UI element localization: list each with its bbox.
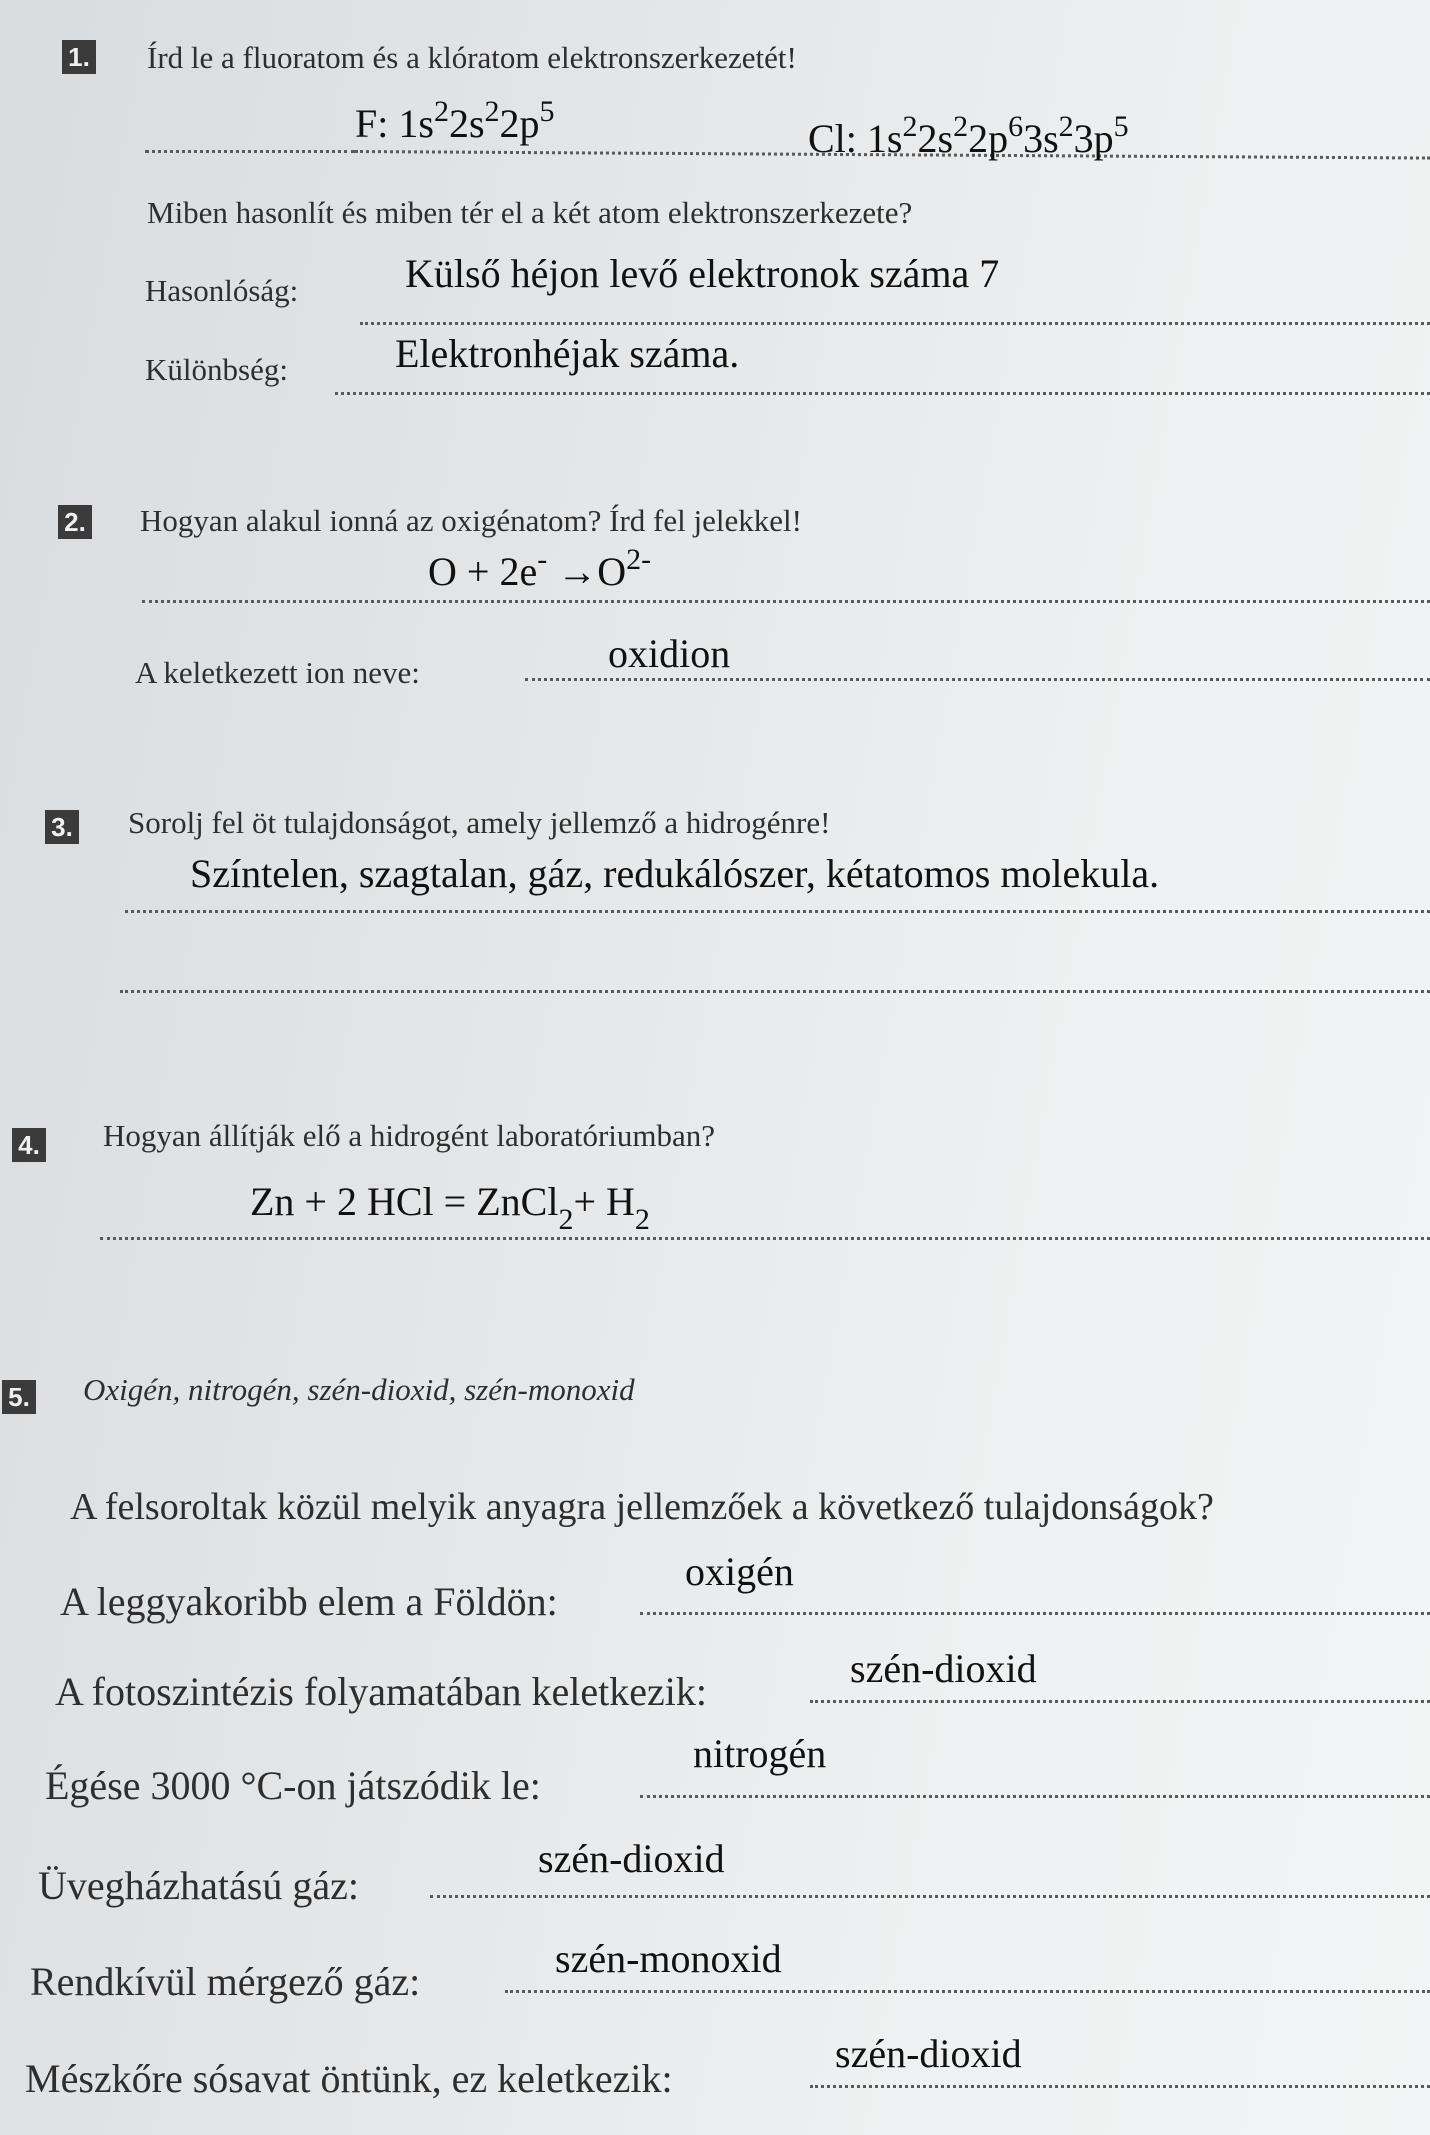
q5-item-label: Rendkívül mérgező gáz: — [30, 1959, 421, 2004]
q5-item-answer[interactable]: oxigén — [685, 1549, 794, 1594]
similarity-answer-line — [360, 322, 1430, 325]
q5-item-answer-line — [640, 1795, 1430, 1798]
similarity-answer[interactable]: Külső héjon levő elektronok száma 7 — [405, 251, 1000, 296]
h2-subscript: 2 — [634, 1203, 650, 1236]
fluorine-config-answer[interactable] — [355, 95, 555, 147]
question-2-text: Hogyan alakul ionná az oxigénatom? Írd fel jelekkel! — [140, 503, 802, 538]
q5-item-answer[interactable]: szén-dioxid — [835, 2031, 1022, 2076]
equation-answer-line — [142, 600, 1430, 603]
question-5-number: 5. — [2, 1380, 36, 1414]
q5-item-answer[interactable]: szén-dioxid — [538, 1836, 725, 1881]
hydrogen-lab-equation[interactable]: Zn + 2 HCl = ZnCl$_2$+ $H_2$ — [250, 1179, 650, 1236]
chlorine-prefix: Cl: — [808, 116, 867, 161]
electron-charge: - — [537, 543, 548, 576]
hydrogen-answer-line-2 — [120, 990, 1430, 993]
difference-label: Különbség: — [145, 352, 288, 387]
difference-answer[interactable]: Elektronhéjak száma. — [395, 331, 740, 376]
hydrogen-answer-line-1 — [125, 910, 1430, 913]
q5-item-answer[interactable]: szén-monoxid — [555, 1936, 782, 1981]
question-2-number: 2. — [58, 505, 92, 539]
q5-item-answer-line — [430, 1895, 1430, 1898]
chlorine-config-term: $2p^6$ — [968, 110, 1024, 161]
chlorine-config-term: $3p^5$ — [1073, 110, 1129, 161]
chlorine-config-term: $3s^2$ — [1023, 110, 1074, 161]
ion-name-label: A keletkezett ion neve: — [135, 655, 420, 690]
oxide-ion-equation[interactable]: $O + 2e^- \to O^{2-}$ — [428, 543, 652, 594]
q5-item-label: A leggyakoribb elem a Földön: — [60, 1579, 558, 1624]
question-1-sub-question: Miben hasonlít és miben tér el a két atom elektronszerkezete? — [147, 195, 913, 230]
q5-item-answer-line — [640, 1612, 1430, 1615]
chlorine-config-term: $1s^2$ — [866, 110, 918, 161]
q5-item-label: Égése 3000 °C-on játszódik le: — [45, 1763, 541, 1808]
question-1-text: Írd le a fluoratom és a klóratom elektronszerkezetét! — [147, 40, 797, 75]
fluorine-config-term: $2s^2$ — [448, 95, 500, 146]
question-3-text: Sorolj fel öt tulajdonságot, amely jellemző a hidrogénre! — [128, 805, 831, 840]
ion-charge: 2- — [626, 543, 652, 576]
answer-line-f-prefix — [145, 150, 355, 153]
ion-name-answer[interactable]: oxidion — [608, 631, 731, 676]
question-4-number: 4. — [12, 1128, 46, 1162]
q5-item-answer[interactable]: nitrogén — [693, 1731, 827, 1776]
question-1-number: 1. — [62, 40, 96, 74]
lab-equation-answer-line — [100, 1237, 1430, 1240]
q5-item-answer-line — [810, 2085, 1430, 2088]
fluorine-config-term: $2p^5$ — [499, 95, 555, 146]
q5-item-answer-line — [810, 1700, 1430, 1703]
chlorine-config-answer[interactable] — [808, 110, 1129, 162]
q5-item-label: Üvegházhatású gáz: — [38, 1863, 359, 1908]
q5-item-answer-line — [505, 1990, 1430, 1993]
q5-item-label: A fotoszintézis folyamatában keletkezik: — [55, 1669, 707, 1714]
q5-item-answer[interactable]: szén-dioxid — [850, 1646, 1037, 1691]
difference-answer-line — [335, 392, 1430, 395]
question-4-text: Hogyan állítják elő a hidrogént laboratóriumban? — [103, 1118, 716, 1153]
zncl2-subscript: 2 — [558, 1203, 574, 1236]
reaction-arrow: → — [557, 549, 598, 594]
question-5-substances: Oxigén, nitrogén, szén-dioxid, szén-monoxid — [83, 1372, 635, 1407]
fluorine-config-term: $1s^2$ — [398, 95, 449, 146]
similarity-label: Hasonlóság: — [145, 273, 299, 308]
ion-name-answer-line — [525, 678, 1430, 681]
hydrogen-properties-answer[interactable]: Színtelen, szagtalan, gáz, redukálószer, kétatomos molekula. — [190, 851, 1160, 896]
question-3-number: 3. — [45, 810, 79, 844]
fluorine-prefix: F: — [355, 101, 399, 146]
chlorine-config-term: $2s^2$ — [917, 110, 969, 161]
question-5-text: A felsoroltak közül melyik anyagra jellemzőek a következő tulajdonságok? — [70, 1486, 1214, 1528]
q5-item-label: Mészkőre sósavat öntünk, ez keletkezik: — [25, 2056, 673, 2101]
